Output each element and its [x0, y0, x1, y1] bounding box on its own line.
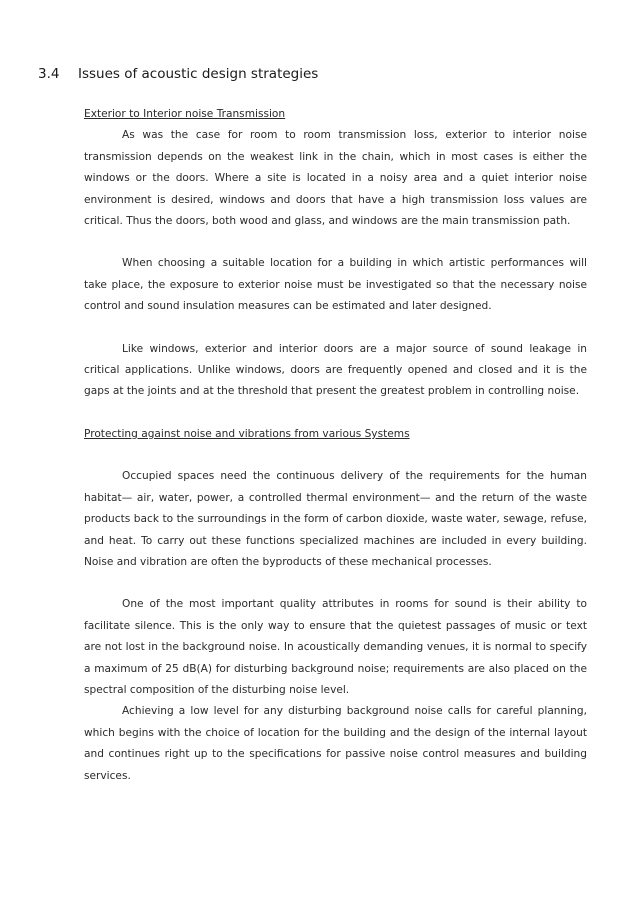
subsection-heading-systems-noise: Protecting against noise and vibrations from various Systems	[84, 427, 410, 440]
paragraph: One of the most important quality attributes in rooms for sound is their ability to facilitate silence. This is the only way to ensure that the quietest passages of music or text are not lost in the background noise. In acoustically demanding venues, it is normal to specify a maximum of 25 dB(A) for disturbing background noise; requirements are also placed on the spectral composition of the disturbing noise level.	[84, 598, 587, 696]
paragraph: Like windows, exterior and interior doors are a major source of sound leakage in critical applications. Unlike windows, doors are frequently opened and closed and it is the gaps at the joints and at the threshold that present the greatest problem in controlling noise.	[84, 342, 587, 398]
section-number: 3.4	[38, 66, 60, 82]
paragraph: As was the case for room to room transmission loss, exterior to interior noise transmission depends on the weakest link in the chain, which in most cases is either the windows or the doors. Where a site is located in a noisy area and a quiet interior noise environment is desired, windows and doors that have a high transmission loss values are critical. Thus the doors, both wood and glass, and windows are the main transmission path.	[84, 129, 587, 228]
subsection-heading-exterior-noise: Exterior to Interior noise Transmission	[84, 108, 286, 120]
paragraph: Achieving a low level for any disturbing background noise calls for careful planning, which begins with the choice of location for the building and the design of the internal layout and continues right up to the specifications for passive noise control measures and building services.	[84, 705, 587, 782]
section-title: Issues of acoustic design strategies	[78, 66, 319, 82]
section-heading	[38, 66, 318, 82]
section-body	[84, 104, 587, 787]
paragraph: Occupied spaces need the continuous delivery of the requirements for the human habitat— air, water, power, a controlled thermal environment— and the return of the waste products back to the surroundings in the form of carbon dioxide, waste water, sewage, refuse, and heat. To carry out these functions specialized machines are included in every building. Noise and vibration are often the byproducts of these mechanical processes.	[84, 470, 587, 568]
paragraph: When choosing a suitable location for a building in which artistic performances will take place, the exposure to exterior noise must be investigated so that the necessary noise control and sound insulation measures can be estimated and later designed.	[84, 257, 587, 313]
